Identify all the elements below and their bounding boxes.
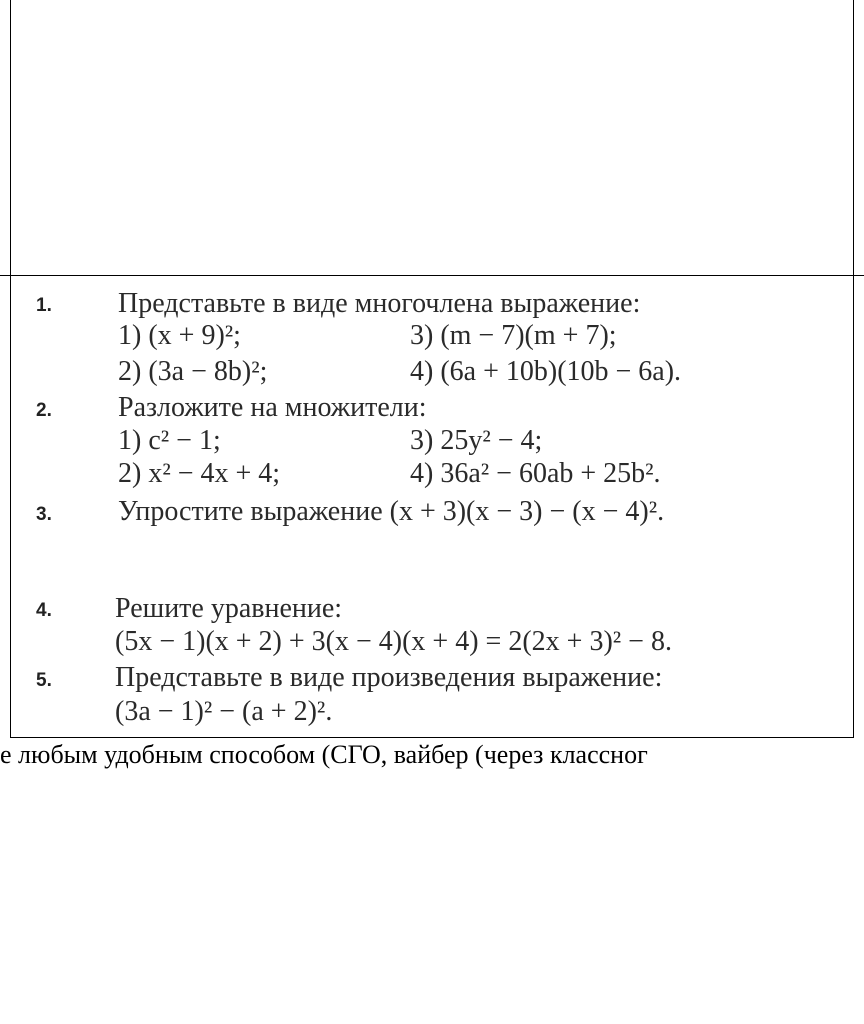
task-1-instruction: Представьте в виде многочлена выражение:: [118, 288, 641, 319]
task-2-instruction: Разложите на множители:: [118, 392, 427, 423]
task-3-number: 3.: [36, 504, 52, 525]
table-divider: [0, 275, 864, 276]
task-1-item-1: 1) (x + 9)²;: [118, 320, 241, 351]
task-4-instruction: Решите уравнение:: [115, 593, 343, 624]
table-border-bottom: [10, 737, 853, 738]
table-border-right: [853, 0, 854, 738]
task-1-item-4: 4) (6a + 10b)(10b − 6a).: [410, 356, 682, 387]
task-2-item-4: 4) 36a² − 60ab + 25b².: [410, 458, 661, 489]
task-3-instruction: Упростите выражение (x + 3)(x − 3) − (x − 4)².: [118, 496, 665, 527]
task-4-equation: (5x − 1)(x + 2) + 3(x − 4)(x + 4) = 2(2x + 3)² − 8.: [115, 626, 672, 657]
task-2-item-1: 1) c² − 1;: [118, 425, 221, 456]
task-2-item-3: 3) 25y² − 4;: [410, 425, 543, 456]
task-4-number: 4.: [36, 600, 52, 621]
task-2-number: 2.: [36, 400, 52, 421]
footer-text: е любым удобным способом (СГО, вайбер (через классног: [0, 740, 648, 769]
task-1-item-2: 2) (3a − 8b)²;: [118, 356, 268, 387]
task-1-item-3: 3) (m − 7)(m + 7);: [410, 320, 617, 351]
task-2-item-2: 2) x² − 4x + 4;: [118, 458, 281, 489]
table-border-left: [10, 0, 11, 738]
task-5-number: 5.: [36, 670, 52, 691]
task-5-expression: (3a − 1)² − (a + 2)².: [115, 696, 333, 727]
task-1-number: 1.: [36, 295, 52, 316]
task-5-instruction: Представьте в виде произведения выражение:: [115, 662, 663, 693]
